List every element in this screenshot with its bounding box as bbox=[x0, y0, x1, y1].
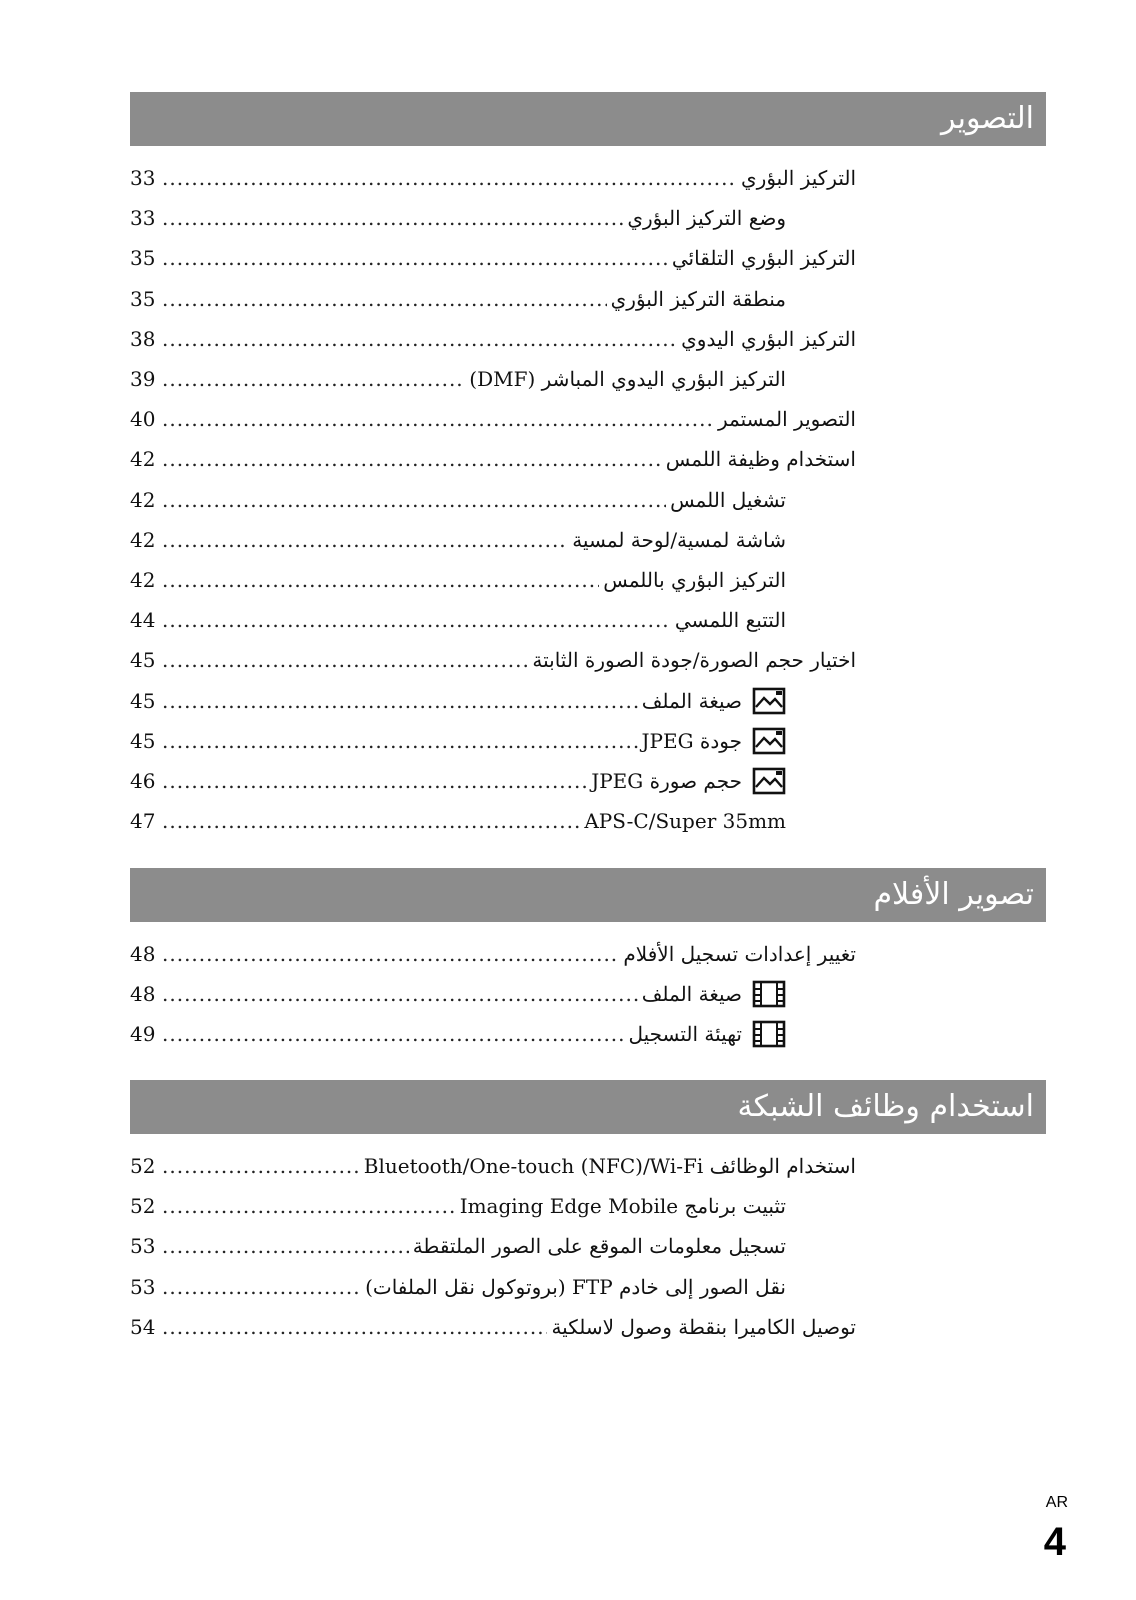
toc-leader-dots bbox=[162, 1275, 361, 1299]
toc-entry-label: التصوير المستمر bbox=[717, 407, 856, 432]
toc-entry-title bbox=[642, 687, 786, 715]
toc-entry-title bbox=[672, 246, 856, 270]
toc-entry-label: شاشة لمسية/لوحة لمسية bbox=[572, 527, 786, 552]
toc-entry[interactable] bbox=[130, 1307, 856, 1347]
toc-leader-dots bbox=[162, 942, 619, 966]
toc-entry-title bbox=[666, 447, 856, 471]
toc-entry[interactable] bbox=[130, 640, 856, 680]
toc-entry[interactable] bbox=[130, 934, 856, 974]
toc-entry[interactable] bbox=[130, 399, 856, 439]
toc-page-number: 47 bbox=[130, 809, 156, 834]
toc-entry[interactable] bbox=[130, 238, 856, 278]
toc-entry-title bbox=[611, 287, 786, 311]
toc-leader-dots bbox=[162, 729, 638, 753]
still-image-icon bbox=[752, 767, 786, 795]
toc-leader-dots bbox=[162, 407, 714, 431]
toc-list-movies bbox=[130, 934, 856, 1055]
language-code: AR bbox=[1045, 1494, 1068, 1511]
toc-entry-title bbox=[572, 528, 786, 552]
toc-leader-dots bbox=[162, 1022, 624, 1046]
toc-entry[interactable] bbox=[130, 439, 856, 479]
toc-leader-dots bbox=[162, 528, 568, 552]
toc-entry-title bbox=[718, 407, 856, 431]
toc-page-number: 42 bbox=[130, 487, 156, 512]
toc-entry-title bbox=[551, 1315, 856, 1339]
toc-leader-dots bbox=[162, 648, 528, 672]
toc-leader-dots bbox=[162, 488, 666, 512]
toc-entry[interactable] bbox=[130, 1146, 856, 1186]
toc-entry[interactable] bbox=[130, 1226, 786, 1266]
toc-entry-label: التركيز البؤري اليدوي المباشر (DMF) bbox=[469, 367, 786, 392]
section-header-shooting: التصوير bbox=[130, 92, 1046, 146]
toc-leader-dots bbox=[162, 982, 638, 1006]
toc-entry-title bbox=[670, 488, 786, 512]
toc-leader-dots bbox=[162, 206, 623, 230]
toc-entry-title bbox=[603, 568, 786, 592]
toc-list-network bbox=[130, 1146, 856, 1347]
toc-entry[interactable] bbox=[130, 761, 786, 801]
toc-entry[interactable] bbox=[130, 974, 786, 1014]
toc-leader-dots bbox=[162, 166, 737, 190]
toc-page-number: 45 bbox=[130, 648, 156, 673]
toc-entry-label: تشغيل اللمس bbox=[670, 487, 786, 512]
toc-entry[interactable] bbox=[130, 158, 856, 198]
toc-leader-dots bbox=[162, 1194, 456, 1218]
toc-page-number: 52 bbox=[130, 1154, 156, 1179]
toc-entry[interactable] bbox=[130, 801, 786, 841]
toc-leader-dots bbox=[162, 689, 638, 713]
toc-page-number: 38 bbox=[130, 326, 156, 351]
toc-leader-dots bbox=[162, 608, 671, 632]
toc-entry-label: استخدام الوظائف Bluetooth/One-touch (NFC)/Wi-Fi bbox=[363, 1154, 856, 1179]
toc-entry-label: وضع التركيز البؤري bbox=[627, 206, 786, 231]
toc-entry[interactable] bbox=[130, 198, 786, 238]
toc-entry-title bbox=[642, 727, 787, 755]
toc-entry-label: التركيز البؤري التلقائي bbox=[671, 246, 856, 271]
toc-entry[interactable] bbox=[130, 721, 786, 761]
toc-entry-label: منطقة التركيز البؤري bbox=[610, 286, 786, 311]
toc-entry-title bbox=[591, 767, 786, 795]
toc-leader-dots bbox=[162, 367, 465, 391]
toc-leader-dots bbox=[162, 246, 668, 270]
section-header-movies: تصوير الأفلام bbox=[130, 868, 1046, 922]
toc-entry[interactable] bbox=[130, 279, 786, 319]
toc-entry[interactable] bbox=[130, 600, 786, 640]
still-image-icon bbox=[752, 687, 786, 715]
toc-entry-label: توصيل الكاميرا بنقطة وصول لاسلكية bbox=[551, 1314, 856, 1339]
toc-entry[interactable] bbox=[130, 1186, 786, 1226]
toc-entry-label: تثبيت برنامج Imaging Edge Mobile bbox=[459, 1194, 786, 1219]
toc-entry-label: تسجيل معلومات الموقع على الصور الملتقطة bbox=[412, 1234, 786, 1259]
toc-entry-label: التتبع اللمسي bbox=[674, 608, 786, 633]
toc-entry-label: استخدام وظيفة اللمس bbox=[665, 447, 856, 472]
toc-leader-dots bbox=[162, 1315, 547, 1339]
toc-entry[interactable] bbox=[130, 359, 786, 399]
toc-entry[interactable] bbox=[130, 520, 786, 560]
toc-leader-dots bbox=[162, 1154, 360, 1178]
toc-page-number: 53 bbox=[130, 1274, 156, 1299]
toc-entry[interactable] bbox=[130, 1014, 786, 1054]
toc-page-number: 54 bbox=[130, 1314, 156, 1339]
toc-page-number: 42 bbox=[130, 567, 156, 592]
toc-entry-label: تغيير إعدادات تسجيل الأفلام bbox=[623, 942, 856, 967]
toc-entry-title bbox=[623, 942, 856, 966]
toc-page-number: 53 bbox=[130, 1234, 156, 1259]
movie-icon bbox=[752, 980, 786, 1008]
toc-page-number: 40 bbox=[130, 407, 156, 432]
toc-entry-title bbox=[628, 1020, 786, 1048]
toc-entry-title bbox=[681, 327, 856, 351]
toc-page-number: 48 bbox=[130, 942, 156, 967]
toc-entry-title bbox=[627, 206, 786, 230]
toc-page-number: 33 bbox=[130, 166, 156, 191]
toc-entry-title bbox=[413, 1234, 786, 1258]
page-number: 4 bbox=[1043, 1520, 1066, 1564]
toc-entry-title bbox=[364, 1154, 856, 1178]
toc-entry-title bbox=[741, 166, 856, 190]
toc-entry-label: صيغة الملف bbox=[641, 688, 742, 713]
toc-page-number: 42 bbox=[130, 447, 156, 472]
toc-leader-dots bbox=[162, 568, 599, 592]
toc-page-number: 52 bbox=[130, 1194, 156, 1219]
toc-page-number: 49 bbox=[130, 1022, 156, 1047]
toc-entry[interactable] bbox=[130, 480, 786, 520]
toc-leader-dots bbox=[162, 447, 662, 471]
toc-entry-label: التركيز البؤري باللمس bbox=[603, 567, 786, 592]
toc-entry-label: التركيز البؤري bbox=[741, 166, 856, 191]
toc-entry[interactable] bbox=[130, 319, 856, 359]
toc-entry-title bbox=[675, 608, 786, 632]
toc-entry-title bbox=[532, 648, 856, 672]
toc-entry-label: نقل الصور إلى خادم FTP (بروتوكول نقل الملفات) bbox=[365, 1274, 786, 1299]
toc-leader-dots bbox=[162, 1234, 409, 1258]
toc-page-number: 44 bbox=[130, 608, 156, 633]
toc-entry-title bbox=[365, 1275, 786, 1299]
movie-icon bbox=[752, 1020, 786, 1048]
toc-leader-dots bbox=[162, 287, 607, 311]
toc-leader-dots bbox=[162, 327, 677, 351]
toc-page-number: 42 bbox=[130, 527, 156, 552]
toc-page-number: 35 bbox=[130, 286, 156, 311]
toc-page-number: 33 bbox=[130, 206, 156, 231]
still-image-icon bbox=[752, 727, 786, 755]
toc-entry-title bbox=[584, 809, 786, 833]
toc-entry-title bbox=[642, 980, 786, 1008]
toc-entry-title bbox=[469, 367, 786, 391]
toc-entry[interactable] bbox=[130, 1267, 786, 1307]
toc-page-number: 35 bbox=[130, 246, 156, 271]
toc-leader-dots bbox=[162, 809, 580, 833]
toc-page-number: 48 bbox=[130, 982, 156, 1007]
toc-page-number: 45 bbox=[130, 688, 156, 713]
toc-entry-label: APS-C/Super 35mm bbox=[584, 809, 786, 834]
toc-page-number: 46 bbox=[130, 768, 156, 793]
toc-entry-label: حجم صورة JPEG bbox=[591, 768, 742, 793]
toc-page-number: 39 bbox=[130, 367, 156, 392]
toc-entry-label: تهيئة التسجيل bbox=[628, 1022, 742, 1047]
toc-leader-dots bbox=[162, 769, 587, 793]
toc-entry[interactable] bbox=[130, 680, 786, 720]
toc-entry-label: جودة JPEG bbox=[641, 728, 742, 753]
toc-entry-label: صيغة الملف bbox=[641, 982, 742, 1007]
toc-entry[interactable] bbox=[130, 560, 786, 600]
toc-page-number: 45 bbox=[130, 728, 156, 753]
toc-entry-label: التركيز البؤري اليدوي bbox=[681, 326, 856, 351]
toc-entry-label: اختيار حجم الصورة/جودة الصورة الثابتة bbox=[532, 648, 856, 673]
toc-list-shooting bbox=[130, 158, 856, 841]
section-header-network: استخدام وظائف الشبكة bbox=[130, 1080, 1046, 1134]
toc-entry-title bbox=[460, 1194, 786, 1218]
